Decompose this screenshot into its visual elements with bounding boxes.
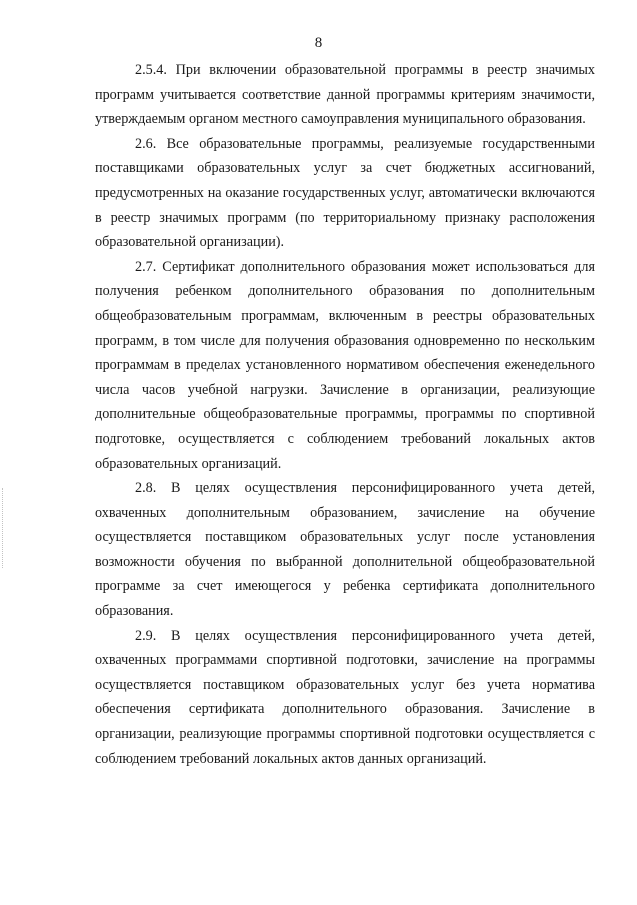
document-body: [95, 58, 595, 771]
paragraph-2-7: 2.7. Сертификат дополнительного образования может использоваться для получения ребенком дополнительного образования по дополнительным общеобразовательным программам, включенным в реестры образовательных программ, в том числе для получения образования одновременно по нескольким программам в пределах установленного нормативом обеспечения еженедельного числа часов учебной нагрузки. Зачисление в организации, реализующие дополнительные общеобразовательные программы, программы по спортивной подготовке, осуществляется с соблюдением требований локальных актов образовательных организаций.: [95, 258, 595, 472]
paragraph-2-8: 2.8. В целях осуществления персонифицированного учета детей, охваченных дополнительным образованием, зачисление на обучение осуществляется поставщиком образовательных услуг после установления возможности обучения по выбранной дополнительной общеобразовательной программе за счет имеющегося у ребенка сертификата дополнительного образования.: [95, 480, 595, 620]
scan-margin-mark: [2, 488, 5, 568]
page-number: 8: [314, 35, 323, 51]
paragraph-2-5-4: 2.5.4. При включении образовательной программы в реестр значимых программ учитывается соответствие данной программы критериям значимости, утверждаемым органом местного самоуправления муниципального образования.: [95, 62, 595, 128]
paragraph-2-9: 2.9. В целях осуществления персонифицированного учета детей, охваченных программами спортивной подготовки, зачисление на программы осуществляется поставщиком образовательных услуг без учета норматива обеспечения сертификата дополнительного образования. Зачисление в организации, реализующие программы спортивной подготовки осуществляется с соблюдением требований локальных актов данных организаций.: [95, 627, 595, 767]
paragraph-2-6: 2.6. Все образовательные программы, реализуемые государственными поставщиками образовательных услуг за счет бюджетных ассигнований, предусмотренных на оказание государственных услуг, автоматически включаются в реестр значимых программ (по территориальному признаку расположения образовательной организации).: [95, 135, 595, 251]
